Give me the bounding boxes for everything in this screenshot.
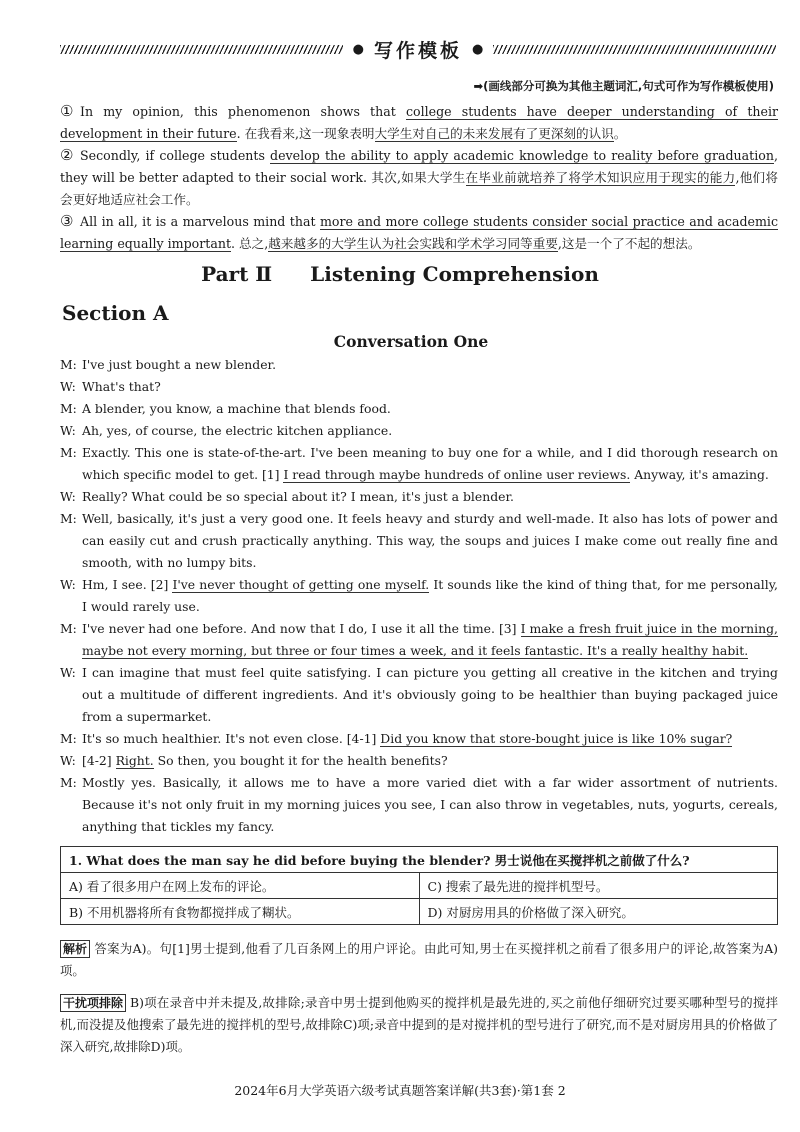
- template-sentence-1: ① In my opinion, this phenomenon shows that college students have deeper understanding of their development in their future. 在我看来,这一现象表明大学生对自己的未来发展有了更深刻的认识。: [60, 102, 778, 141]
- dialogue-line: W: Really? What could be so special about it? I mean, it's just a blender.: [60, 489, 514, 504]
- dialogue: [60, 354, 778, 838]
- banner-hatch-left: [60, 45, 343, 54]
- template-sentence-2: ② Secondly, if college students develop the ability to apply academic knowledge to reality before graduation, they will be better adapted to their social work. 其次,如果大学生在毕业前就培养了将学术知识应用于现实的能力,他们将会更好地适应社会工作。: [60, 146, 778, 207]
- explanation-label: 解析: [60, 940, 90, 958]
- dialogue-line: M: I've just bought a new blender.: [60, 357, 277, 372]
- section-heading: Section A: [62, 301, 169, 325]
- option-a: A) 看了很多用户在网上发布的评论。: [61, 873, 420, 899]
- part-heading: Part Ⅱ Listening Comprehension: [201, 262, 599, 286]
- conversation-heading: Conversation One: [333, 332, 489, 351]
- bullet-dot-icon: ●: [352, 41, 364, 57]
- bullet-dot-icon: ●: [472, 41, 484, 57]
- dialogue-line: M: I've never had one before. And now that I do, I use it all the time. [3] I make a fresh fruit juice in the morning, maybe not every morning, but three or four times a week, and it feels fantastic. It's a really healthy habit.: [60, 621, 778, 658]
- template-note: ➡(画线部分可换为其他主题词汇,句式可作为写作模板使用): [473, 79, 774, 93]
- dialogue-line: W: [4-2] Right. So then, you bought it for the health benefits?: [60, 753, 448, 768]
- question-table: [60, 846, 778, 925]
- template-sentence-3: ③ All in all, it is a marvelous mind that more and more college students consider social practice and academic learning equally important. 总之,越来越多的大学生认为社会实践和学术学习同等重要,这是一个了不起的想法。: [60, 212, 778, 251]
- banner-hatch-right: [493, 45, 776, 54]
- dialogue-line: W: I can imagine that must feel quite satisfying. I can picture you getting all creative in the kitchen and trying out a multitude of different ingredients. And it's obviously going to be healthier than buying packaged juice from a supermarket.: [60, 665, 778, 724]
- dialogue-line: W: What's that?: [60, 379, 161, 394]
- option-d: D) 对厨房用具的价格做了深入研究。: [419, 899, 778, 925]
- section-banner: [60, 36, 776, 62]
- dialogue-line: M: A blender, you know, a machine that blends food.: [60, 401, 391, 416]
- distractor-label: 干扰项排除: [60, 994, 126, 1012]
- dialogue-line: M: It's so much healthier. It's not even close. [4-1] Did you know that store-bought juice is like 10% sugar?: [60, 731, 733, 746]
- dialogue-line: M: Exactly. This one is state-of-the-art. I've been meaning to buy one for a while, and I did thorough research on which specific model to get. [1] I read through maybe hundreds of online user reviews. Anyway, it's amazing.: [60, 445, 778, 482]
- explanation: 解析 答案为A)。句[1]男士提到,他看了几百条网上的用户评论。由此可知,男士在买搅拌机之前看了很多用户的评论,故答案为A)项。: [60, 941, 778, 978]
- dialogue-line: W: Hm, I see. [2] I've never thought of getting one myself. It sounds like the kind of thing that, for me personally, I would rarely use.: [60, 577, 778, 614]
- question-text: 1. What does the man say he did before buying the blender? 男士说他在买搅拌机之前做了什么?: [61, 847, 778, 873]
- distractor-analysis: 干扰项排除 B)项在录音中并未提及,故排除;录音中男士提到他购买的搅拌机是最先进的,买之前他仔细研究过要买哪种型号的搅拌机,而没提及他搜索了最先进的搅拌机的型号,故排除C)项;录音中提到的是对搅拌机的型号进行了研究,而不是对厨房用具的价格做了深入研究,故排除D)项。: [60, 995, 778, 1054]
- dialogue-line: M: Well, basically, it's just a very good one. It feels heavy and sturdy and well-made. It also has lots of power and can easily cut and crush practically anything. This way, the soups and juices I make come out really fine and smooth, with no lumpy bits.: [60, 511, 778, 570]
- page-footer: 2024年6月大学英语六级考试真题答案详解(共3套)·第1套 2: [234, 1083, 566, 1098]
- option-b: B) 不用机器将所有食物都搅拌成了糊状。: [61, 899, 420, 925]
- dialogue-line: W: Ah, yes, of course, the electric kitchen appliance.: [60, 423, 393, 438]
- banner-title: 写作模板: [374, 39, 463, 62]
- dialogue-line: M: Mostly yes. Basically, it allows me to have a more varied diet with a far wider assortment of nutrients. Because it's not only fruit in my morning juices you see, I can also throw in vegetables, nuts, yogurts, cereals, anything that tickles my fancy.: [60, 775, 778, 834]
- option-c: C) 搜索了最先进的搅拌机型号。: [419, 873, 778, 899]
